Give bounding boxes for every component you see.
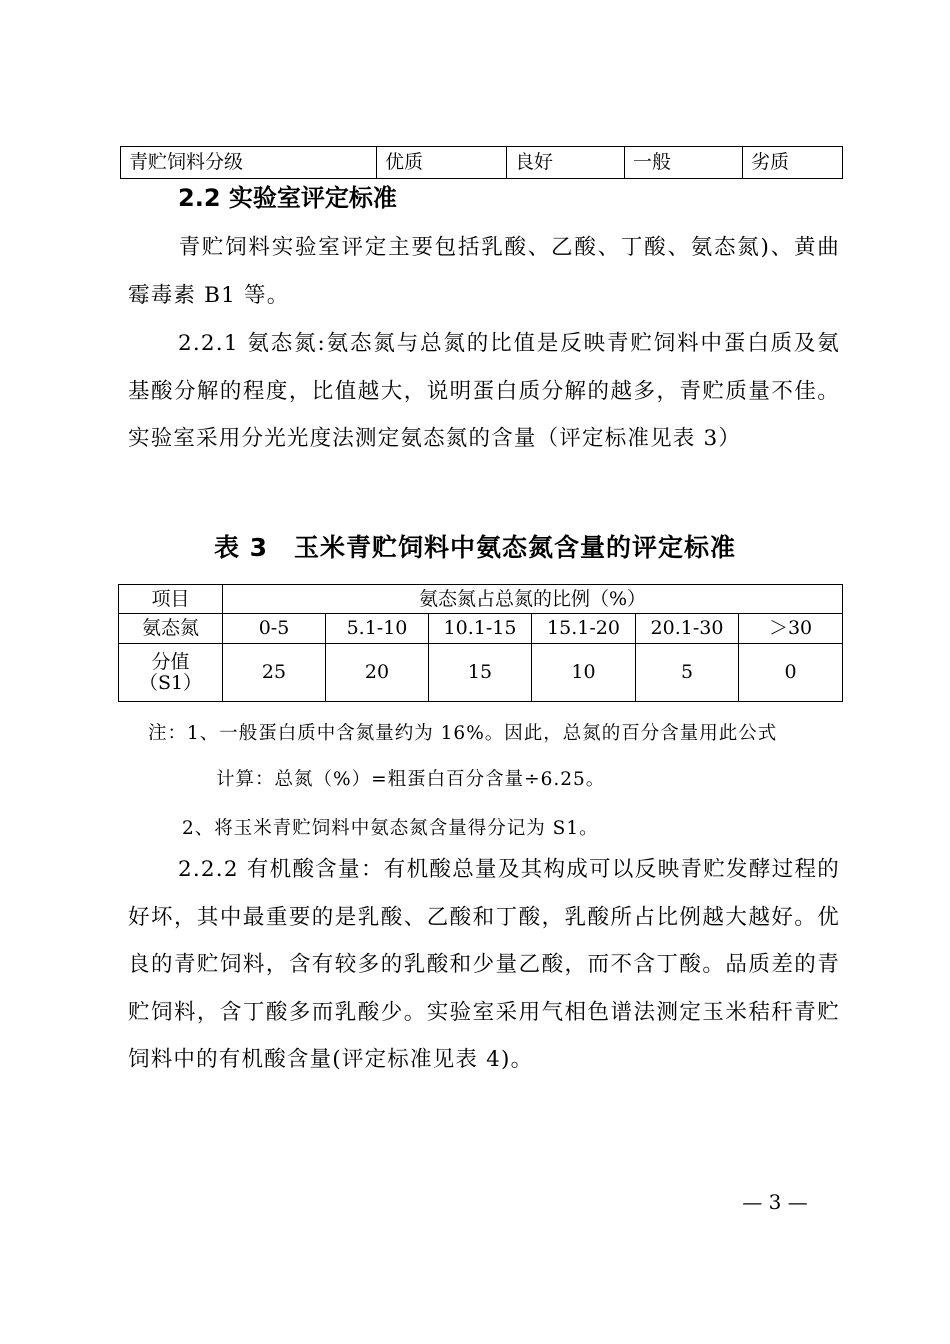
range-cell: 20.1-30 xyxy=(636,614,739,644)
table-header-row xyxy=(119,585,843,614)
note-1-line-2: 计算：总氮（%）=粗蛋白百分含量÷6.25。 xyxy=(216,769,606,790)
section-heading-2-2: 2.2 实验室评定标准 xyxy=(178,184,397,212)
score-cell: 5 xyxy=(636,644,739,702)
table-cell: 青贮饲料分级 xyxy=(121,147,377,179)
section-2-2-1-paragraph xyxy=(128,320,840,463)
table-3-title: 表 3 玉米青贮饲料中氨态氮含量的评定标准 xyxy=(213,533,737,562)
header-item: 项目 xyxy=(119,585,223,614)
section-2-2-2-paragraph xyxy=(128,846,840,1084)
score-cell: 0 xyxy=(739,644,843,702)
paragraph-text: 2.2.1 氨态氮:氨态氮与总氮的比值是反映青贮饲料中蛋白质及氨基酸分解的程度，比值越大，说明蛋白质分解的越多，青贮质量不佳。实验室采用分光光度法测定氨态氮的含量（评定标准见表 3） xyxy=(128,331,840,451)
range-cell: 15.1-20 xyxy=(532,614,636,644)
range-cell: 10.1-15 xyxy=(429,614,532,644)
note-1-line-1: 注：1、一般蛋白质中含氮量约为 16%。因此，总氮的百分含量用此公式 xyxy=(148,723,778,744)
range-cell: ＞30 xyxy=(739,614,843,644)
table-row xyxy=(119,644,843,702)
section-2-2-intro xyxy=(128,224,840,319)
header-ratio: 氨态氮占总氮的比例（%） xyxy=(223,585,843,614)
score-cell: 25 xyxy=(223,644,326,702)
table-cell: 劣质 xyxy=(743,147,843,179)
row-label: 氨态氮 xyxy=(119,614,223,644)
note-2: 2、将玉米青贮饲料中氨态氮含量得分记为 S1。 xyxy=(182,818,599,839)
score-label xyxy=(119,644,223,702)
table-cell: 良好 xyxy=(507,147,625,179)
range-cell: 0-5 xyxy=(223,614,326,644)
paragraph-text: 青贮饲料实验室评定主要包括乳酸、乙酸、丁酸、氨态氮)、黄曲霉毒素 B1 等。 xyxy=(128,235,840,308)
ammonia-nitrogen-table xyxy=(118,584,843,702)
table-row xyxy=(121,147,843,179)
score-label-line: 分值 xyxy=(151,650,190,673)
table-cell: 优质 xyxy=(377,147,507,179)
range-cell: 5.1-10 xyxy=(326,614,429,644)
table-cell: 一般 xyxy=(625,147,743,179)
score-cell: 20 xyxy=(326,644,429,702)
table-row xyxy=(119,614,843,644)
paragraph-text: 2.2.2 有机酸含量：有机酸总量及其构成可以反映青贮发酵过程的好坏，其中最重要的是乳酸、乙酸和丁酸，乳酸所占比例越大越好。优良的青贮饲料，含有较多的乳酸和少量乙酸，而不含丁酸。品质差的青贮饲料，含丁酸多而乳酸少。实验室采用气相色谱法测定玉米秸秆青贮饲料中的有机酸含量(评定标准见表 4)。 xyxy=(128,857,840,1072)
score-cell: 15 xyxy=(429,644,532,702)
page-number: — 3 — xyxy=(742,1190,808,1214)
score-label-line: （S1） xyxy=(138,671,203,694)
score-cell: 10 xyxy=(532,644,636,702)
silage-grade-table xyxy=(120,146,843,179)
